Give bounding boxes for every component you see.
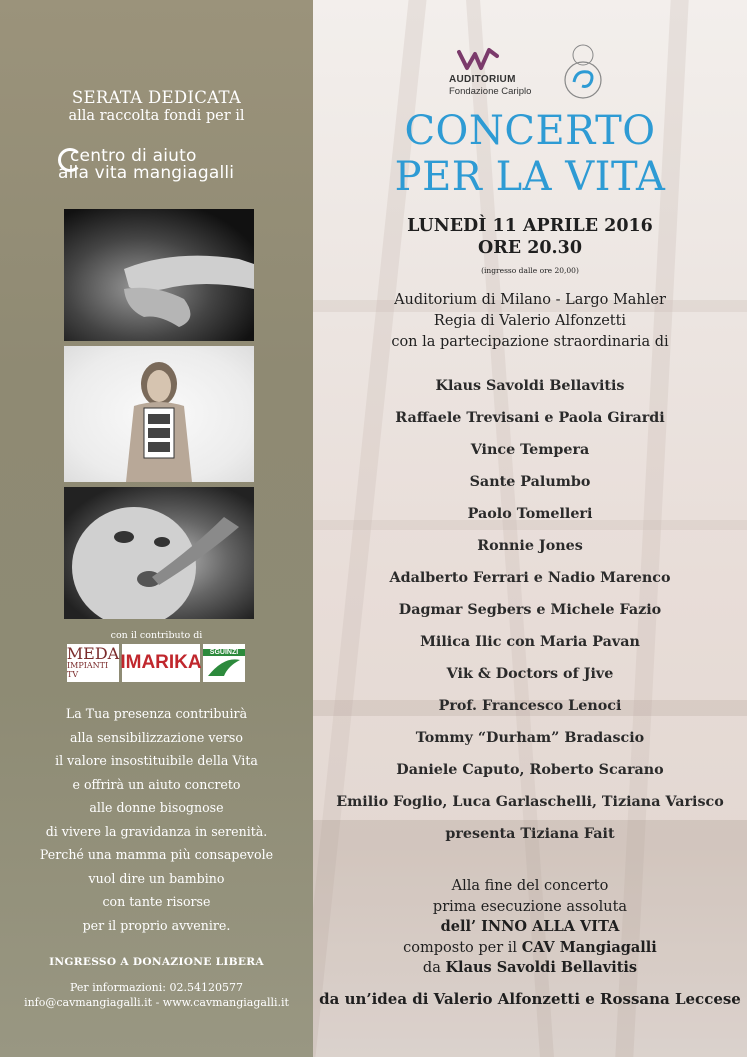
message-line: e offrirà un aiuto concreto: [72, 776, 241, 792]
ingresso-label: INGRESSO A DONAZIONE LIBERA: [49, 956, 264, 968]
cav-logo-line2: alla vita mangiagalli: [58, 163, 235, 183]
cav-logo-line1: centro di aiuto: [70, 146, 197, 166]
artist-name: Tommy “Durham” Bradascio: [415, 730, 645, 746]
message-line: vuol dire un bambino: [88, 870, 225, 886]
venue-line: con la partecipazione straordinaria di: [391, 334, 669, 350]
artist-name: Daniele Caputo, Roberto Scarano: [396, 762, 664, 778]
serata-heading: SERATA DEDICATA: [71, 88, 242, 107]
message-line: con tante risorse: [102, 894, 211, 909]
message-line: il valore insostituibile della Vita: [55, 753, 258, 768]
finale-line: dell’ INNO ALLA VITA: [440, 918, 620, 935]
meda-logo: [67, 644, 119, 682]
photo-pregnant-girl: [64, 346, 254, 482]
message-line: alla sensibilizzazione verso: [70, 729, 243, 745]
presenter-name: presenta Tiziana Fait: [445, 826, 615, 842]
cav-logo: [58, 146, 268, 186]
auditorium-sub: Fondazione Cariplo: [449, 86, 532, 97]
artist-name: Sante Palumbo: [469, 474, 591, 490]
venue-line: Regia di Valerio Alfonzetti: [433, 313, 627, 329]
artist-name: Paolo Tomelleri: [467, 506, 593, 522]
artist-name: Vik & Doctors of Jive: [446, 666, 614, 682]
artist-name: Vince Tempera: [470, 442, 590, 458]
finale-line: da Klaus Savoldi Bellavitis: [422, 959, 638, 976]
finale-line: prima esecuzione assoluta: [432, 898, 628, 915]
meda-logo-text: MEDA: [66, 644, 120, 663]
artist-name: Milica Ilic con Maria Pavan: [420, 634, 640, 650]
event-date: LUNEDÌ 11 APRILE 2016: [407, 216, 653, 236]
photo-hands: [64, 209, 254, 341]
auditorium-logo: [449, 46, 539, 100]
imarika-logo: IMARIKA: [122, 644, 200, 682]
message-line: alle donne bisognose: [89, 800, 224, 815]
artist-name: Raffaele Trevisani e Paola Girardi: [395, 410, 665, 426]
sguinzi-leaf-icon: [206, 656, 242, 678]
contributo-label: con il contributo di: [110, 630, 203, 641]
auditorium-mark-icon: [457, 46, 499, 72]
auditorium-name: AUDITORIUM: [449, 74, 516, 85]
doors-open-note: (ingresso dalle ore 20,00): [481, 266, 579, 275]
finale-block: [313, 876, 747, 979]
artist-name: Emilio Foglio, Luca Garlaschelli, Tiziana Varisco: [336, 794, 724, 810]
hands-image: [64, 209, 254, 341]
artist-name: Adalberto Ferrari e Nadio Marenco: [389, 570, 671, 586]
meda-logo-sub: IMPIANTI TV: [67, 661, 109, 679]
message-line: per il proprio avvenire.: [82, 917, 231, 933]
venue-block: [313, 290, 747, 353]
sguinzi-logo-text: SGUINZI: [203, 649, 245, 656]
message-line: La Tua presenza contribuirà: [65, 706, 248, 721]
finale-line: composto per il CAV Mangiagalli: [403, 938, 657, 956]
artist-name: Prof. Francesco Lenoci: [438, 698, 622, 714]
baby-image: [64, 487, 254, 619]
sguinzi-logo: [203, 644, 245, 682]
finale-line: Alla fine del concerto: [451, 878, 609, 894]
girl-image: [64, 346, 254, 482]
message-line: di vivere la gravidanza in serenità.: [45, 823, 268, 839]
message-block: [0, 702, 313, 937]
raccolta-text: alla raccolta fondi per il: [68, 108, 245, 124]
event-time: ORE 20.30: [477, 238, 583, 258]
artist-name: Dagmar Segbers e Michele Fazio: [398, 602, 662, 618]
artist-name: Ronnie Jones: [477, 538, 583, 554]
info-phone: Per informazioni: 02.54120577: [70, 981, 243, 994]
left-panel: [0, 0, 313, 1057]
venue-line: Auditorium di Milano - Largo Mahler: [394, 292, 666, 308]
concert-title-line1: CONCERTO: [404, 108, 656, 154]
info-contact: info@cavmangiagalli.it - www.cavmangiagalli.it: [24, 996, 289, 1009]
idea-credit: da un’idea di Valerio Alfonzetti e Rossana Leccese: [319, 990, 741, 1008]
photo-baby-eating: [64, 487, 254, 619]
mangiagalli-logo-icon: [558, 42, 608, 102]
concert-title-line2: PER LA VITA: [394, 154, 666, 200]
message-line: Perché una mamma più consapevole: [39, 847, 274, 862]
sponsor-logos: [60, 644, 250, 682]
artist-name: Klaus Savoldi Bellavitis: [435, 378, 625, 394]
